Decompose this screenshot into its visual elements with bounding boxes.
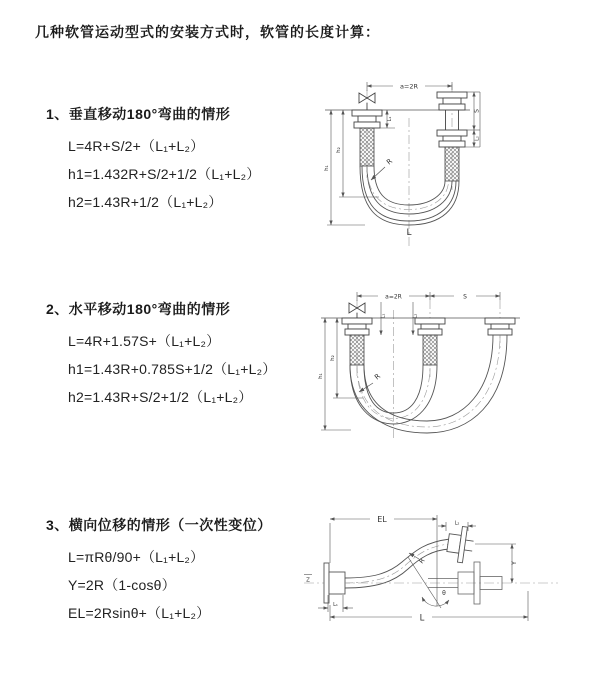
diagram-lateral-displacement (300, 505, 565, 650)
label-a2r: a=2R (385, 293, 402, 301)
radius-leader-line (371, 167, 385, 180)
formula-h1: h1=1.43R+0.785S+1/2（L₁+L₂） (68, 361, 277, 377)
label-l1: L₁ (387, 116, 393, 122)
label-h2: h₂ (330, 355, 336, 361)
label-s: S (473, 109, 481, 113)
section-2 (46, 299, 276, 411)
section-2-heading: 2、水平移动180°弯曲的情形 (46, 301, 231, 317)
braided-hose-left (350, 335, 364, 365)
hose-curves (360, 166, 459, 225)
label-a2r: a=2R (399, 82, 419, 91)
middle-flange-fitting (415, 318, 445, 335)
label-length: L (406, 228, 412, 238)
section-1-heading: 1、垂直移动180°弯曲的情形 (46, 106, 231, 122)
formula-h2: h2=1.43R+1/2（L₁+L₂） (68, 194, 223, 210)
diagram-horizontal-180-bend (315, 288, 545, 445)
formula-L: L=4R+1.57S+（L₁+L₂） (68, 333, 221, 349)
angle-construction (408, 557, 449, 608)
formula-EL: EL=2Rsinθ+（L₁+L₂） (68, 605, 211, 621)
label-theta: θ (442, 590, 446, 597)
label-z: Z (306, 577, 310, 584)
hose-curve (345, 539, 450, 588)
displaced-flange-fitting (446, 525, 476, 564)
braided-hose-left (360, 128, 374, 166)
label-l2: L₂ (412, 313, 419, 319)
label-h1: h₁ (318, 373, 324, 379)
formula-L: L=πRθ/90+（L₁+L₂） (68, 549, 205, 565)
label-l1: L₁ (380, 313, 387, 319)
label-y: Y (510, 561, 518, 565)
label-l2: L₂ (454, 520, 460, 527)
formula-Y: Y=2R（1-cosθ） (68, 577, 176, 593)
label-el: EL (377, 515, 387, 524)
label-radius: R (417, 556, 427, 566)
label-radius: R (373, 372, 383, 382)
formula-h1: h1=1.432R+S/2+1/2（L₁+L₂） (68, 166, 261, 182)
right-flange-fitting (485, 318, 515, 335)
braided-hose-right (445, 147, 459, 181)
dimension-a2r (357, 292, 500, 301)
left-flange-fitting (342, 318, 372, 335)
label-h1: h₁ (324, 165, 330, 171)
formula-L: L=4R+S/2+（L₁+L₂） (68, 138, 205, 154)
label-s: S (463, 293, 467, 301)
dimension-l (330, 591, 528, 621)
diagram-vertical-180-bend (315, 78, 530, 255)
label-l1: L₁ (333, 602, 338, 608)
label-length: L (419, 613, 425, 624)
left-flange-fitting (324, 563, 345, 603)
right-lower-flange-fitting (437, 130, 467, 147)
braided-hose-middle (423, 335, 437, 365)
section-1 (46, 104, 260, 216)
label-radius: R (385, 157, 395, 167)
page-title: 几种软管运动型式的安装方式时，软管的长度计算： (35, 24, 380, 40)
section-3 (46, 515, 272, 627)
section-3-heading: 3、横向位移的情形（一次性变位） (46, 517, 272, 533)
formula-h2: h2=1.43R+S/2+1/2（L₁+L₂） (68, 389, 253, 405)
label-h2: h₂ (336, 147, 342, 153)
label-l2: L₂ (474, 136, 481, 141)
left-flange-fitting (352, 110, 382, 128)
